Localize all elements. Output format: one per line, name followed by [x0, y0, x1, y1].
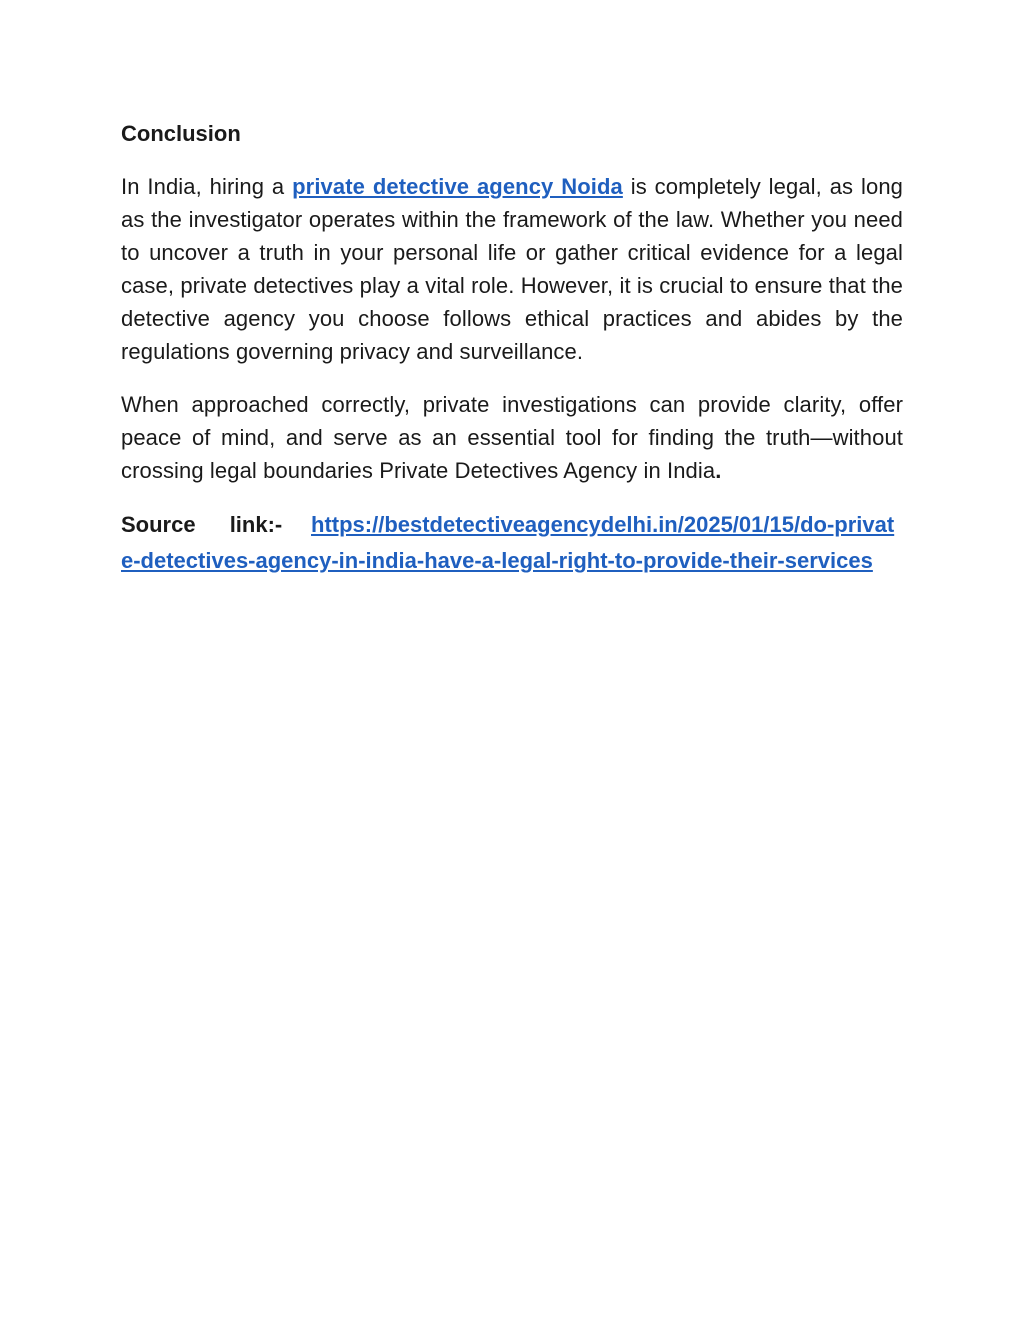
source-label: Source link:-	[121, 512, 283, 537]
paragraph-legality	[121, 170, 903, 368]
document-page	[121, 118, 903, 579]
source-line	[121, 507, 903, 579]
paragraph-approach-end: .	[715, 458, 722, 483]
paragraph-approach-text: When approached correctly, private investigations can provide clarity, offer peace of mind, and serve as an essential tool for finding the truth—without crossing legal boundaries Private Detectives Agency in India	[121, 392, 903, 483]
agency-noida-link[interactable]: private detective agency Noida	[292, 174, 623, 199]
paragraph-text-after: is completely legal, as long as the investigator operates within the framework of the law. Whether you need to uncover a truth in your personal life or gather critical evidence for a legal case, private detectives play a vital role. However, it is crucial to ensure that the detective agency you choose follows ethical practices and abides by the regulations governing privacy and surveillance.	[121, 174, 903, 364]
paragraph-approach	[121, 388, 903, 487]
paragraph-text-before: In India, hiring a	[121, 174, 293, 199]
section-heading: Conclusion	[121, 121, 241, 146]
source-url-link[interactable]: https://bestdetectiveagencydelhi.in/2025/01/15/do-private-detectives-agency-in-india-have-a-legal-right-to-provide-their-services	[121, 512, 895, 573]
